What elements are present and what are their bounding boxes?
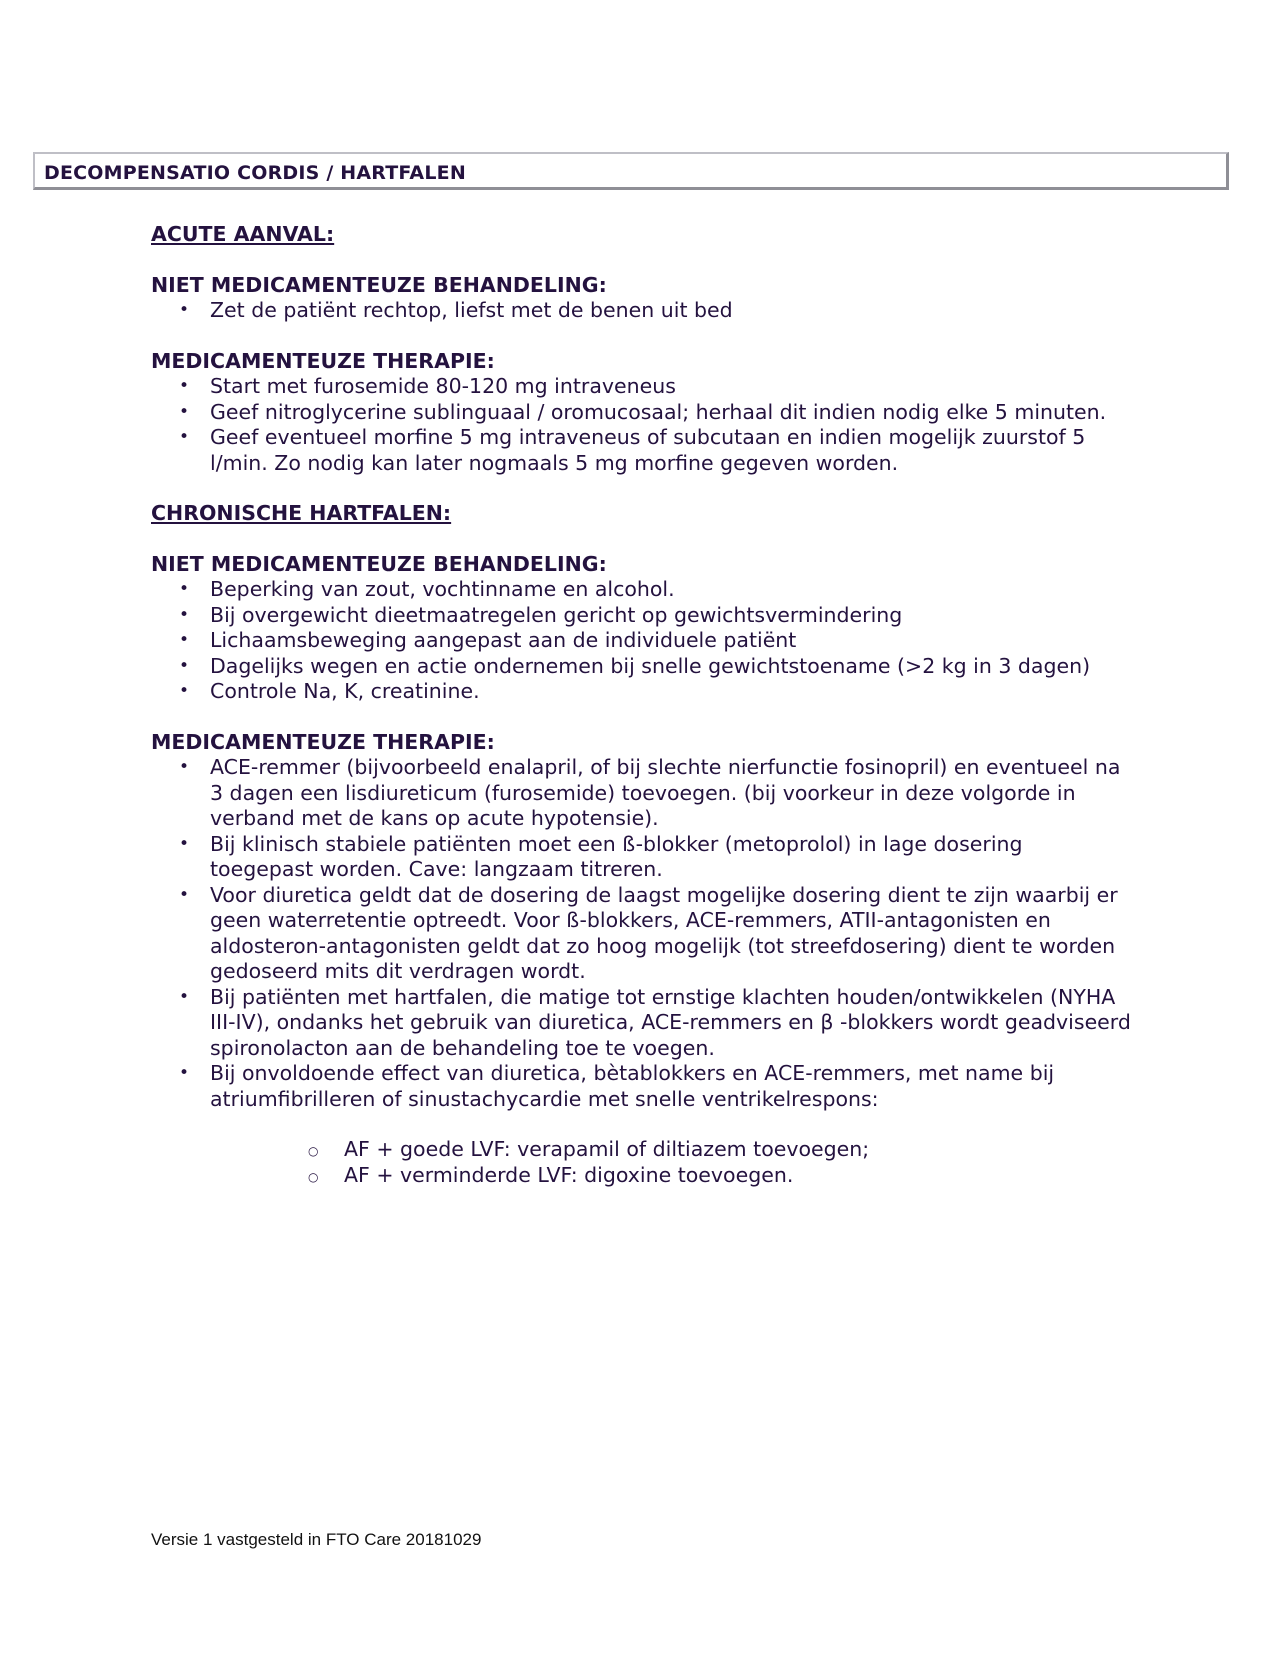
- list-item: • Controle Na, K, creatinine.: [151, 679, 1131, 705]
- list-acute-non-medicinal: [151, 298, 1131, 324]
- list-item: • Lichaamsbeweging aangepast aan de individuele patiënt: [151, 628, 1131, 654]
- list-item: • Voor diuretica geldt dat de dosering de laagst mogelijke dosering dient te zijn waarbij er geen waterretentie optreedt. Voor ß-blokkers, ACE-remmers, ATII-antagonisten en aldosteron-antagonisten geldt dat zo hoog mogelijk (tot streefdosering) dient te worden gedoseerd mits dit verdragen wordt.: [151, 883, 1131, 985]
- list-item: • Beperking van zout, vochtinname en alcohol.: [151, 577, 1131, 603]
- list-item: • Zet de patiënt rechtop, liefst met de benen uit bed: [151, 298, 1131, 324]
- subheading-acute-medicinal: MEDICAMENTEUZE THERAPIE:: [151, 348, 495, 373]
- subheading-chronic-medicinal: MEDICAMENTEUZE THERAPIE:: [151, 729, 495, 754]
- list-item: • Geef eventueel morfine 5 mg intraveneus of subcutaan en indien mogelijk zuurstof 5 l/min. Zo nodig kan later nogmaals 5 mg morfine gegeven worden.: [151, 425, 1131, 476]
- document-content: [151, 222, 1131, 1188]
- list-item: • Geef nitroglycerine sublinguaal / oromucosaal; herhaal dit indien nodig elke 5 minuten.: [151, 400, 1131, 426]
- sublist-item: ○ AF + verminderde LVF: digoxine toevoegen.: [151, 1163, 1131, 1189]
- section-title-acute: ACUTE AANVAL:: [151, 222, 335, 246]
- list-item: • Bij klinisch stabiele patiënten moet een ß-blokker (metoprolol) in lage dosering toegepast worden. Cave: langzaam titreren.: [151, 832, 1131, 883]
- list-item: • ACE-remmer (bijvoorbeeld enalapril, of bij slechte nierfunctie fosinopril) en eventueel na 3 dagen een lisdiureticum (furosemide) toevoegen. (bij voorkeur in deze volgorde in verband met de kans op acute hypotensie).: [151, 755, 1131, 832]
- list-item: • Bij overgewicht dieetmaatregelen gericht op gewichtsvermindering: [151, 603, 1131, 629]
- sublist-chronic-medicinal: [151, 1137, 1131, 1188]
- list-item: • Bij onvoldoende effect van diuretica, bètablokkers en ACE-remmers, met name bij atriumfibrilleren of sinustachycardie met snelle ventrikelrespons:: [151, 1061, 1131, 1112]
- list-item: • Start met furosemide 80-120 mg intraveneus: [151, 374, 1131, 400]
- subheading-chronic-non-medicinal: NIET MEDICAMENTEUZE BEHANDELING:: [151, 551, 607, 576]
- list-item: • Dagelijks wegen en actie ondernemen bij snelle gewichtstoename (>2 kg in 3 dagen): [151, 654, 1131, 680]
- page-title: DECOMPENSATIO CORDIS / HARTFALEN: [44, 162, 466, 184]
- sublist-item: ○ AF + goede LVF: verapamil of diltiazem toevoegen;: [151, 1137, 1131, 1163]
- footer-version: Versie 1 vastgesteld in FTO Care 20181029: [151, 1530, 482, 1549]
- list-chronic-non-medicinal: [151, 577, 1131, 705]
- list-acute-medicinal: [151, 374, 1131, 476]
- subheading-acute-non-medicinal: NIET MEDICAMENTEUZE BEHANDELING:: [151, 272, 607, 297]
- section-title-chronic: CHRONISCHE HARTFALEN:: [151, 501, 452, 525]
- list-chronic-medicinal: [151, 755, 1131, 1112]
- list-item: • Bij patiënten met hartfalen, die matige tot ernstige klachten houden/ontwikkelen (NYHA III-IV), ondanks het gebruik van diuretica, ACE-remmers en β -blokkers wordt geadviseerd spironolacton aan de behandeling toe te voegen.: [151, 985, 1131, 1062]
- title-box: [33, 152, 1229, 190]
